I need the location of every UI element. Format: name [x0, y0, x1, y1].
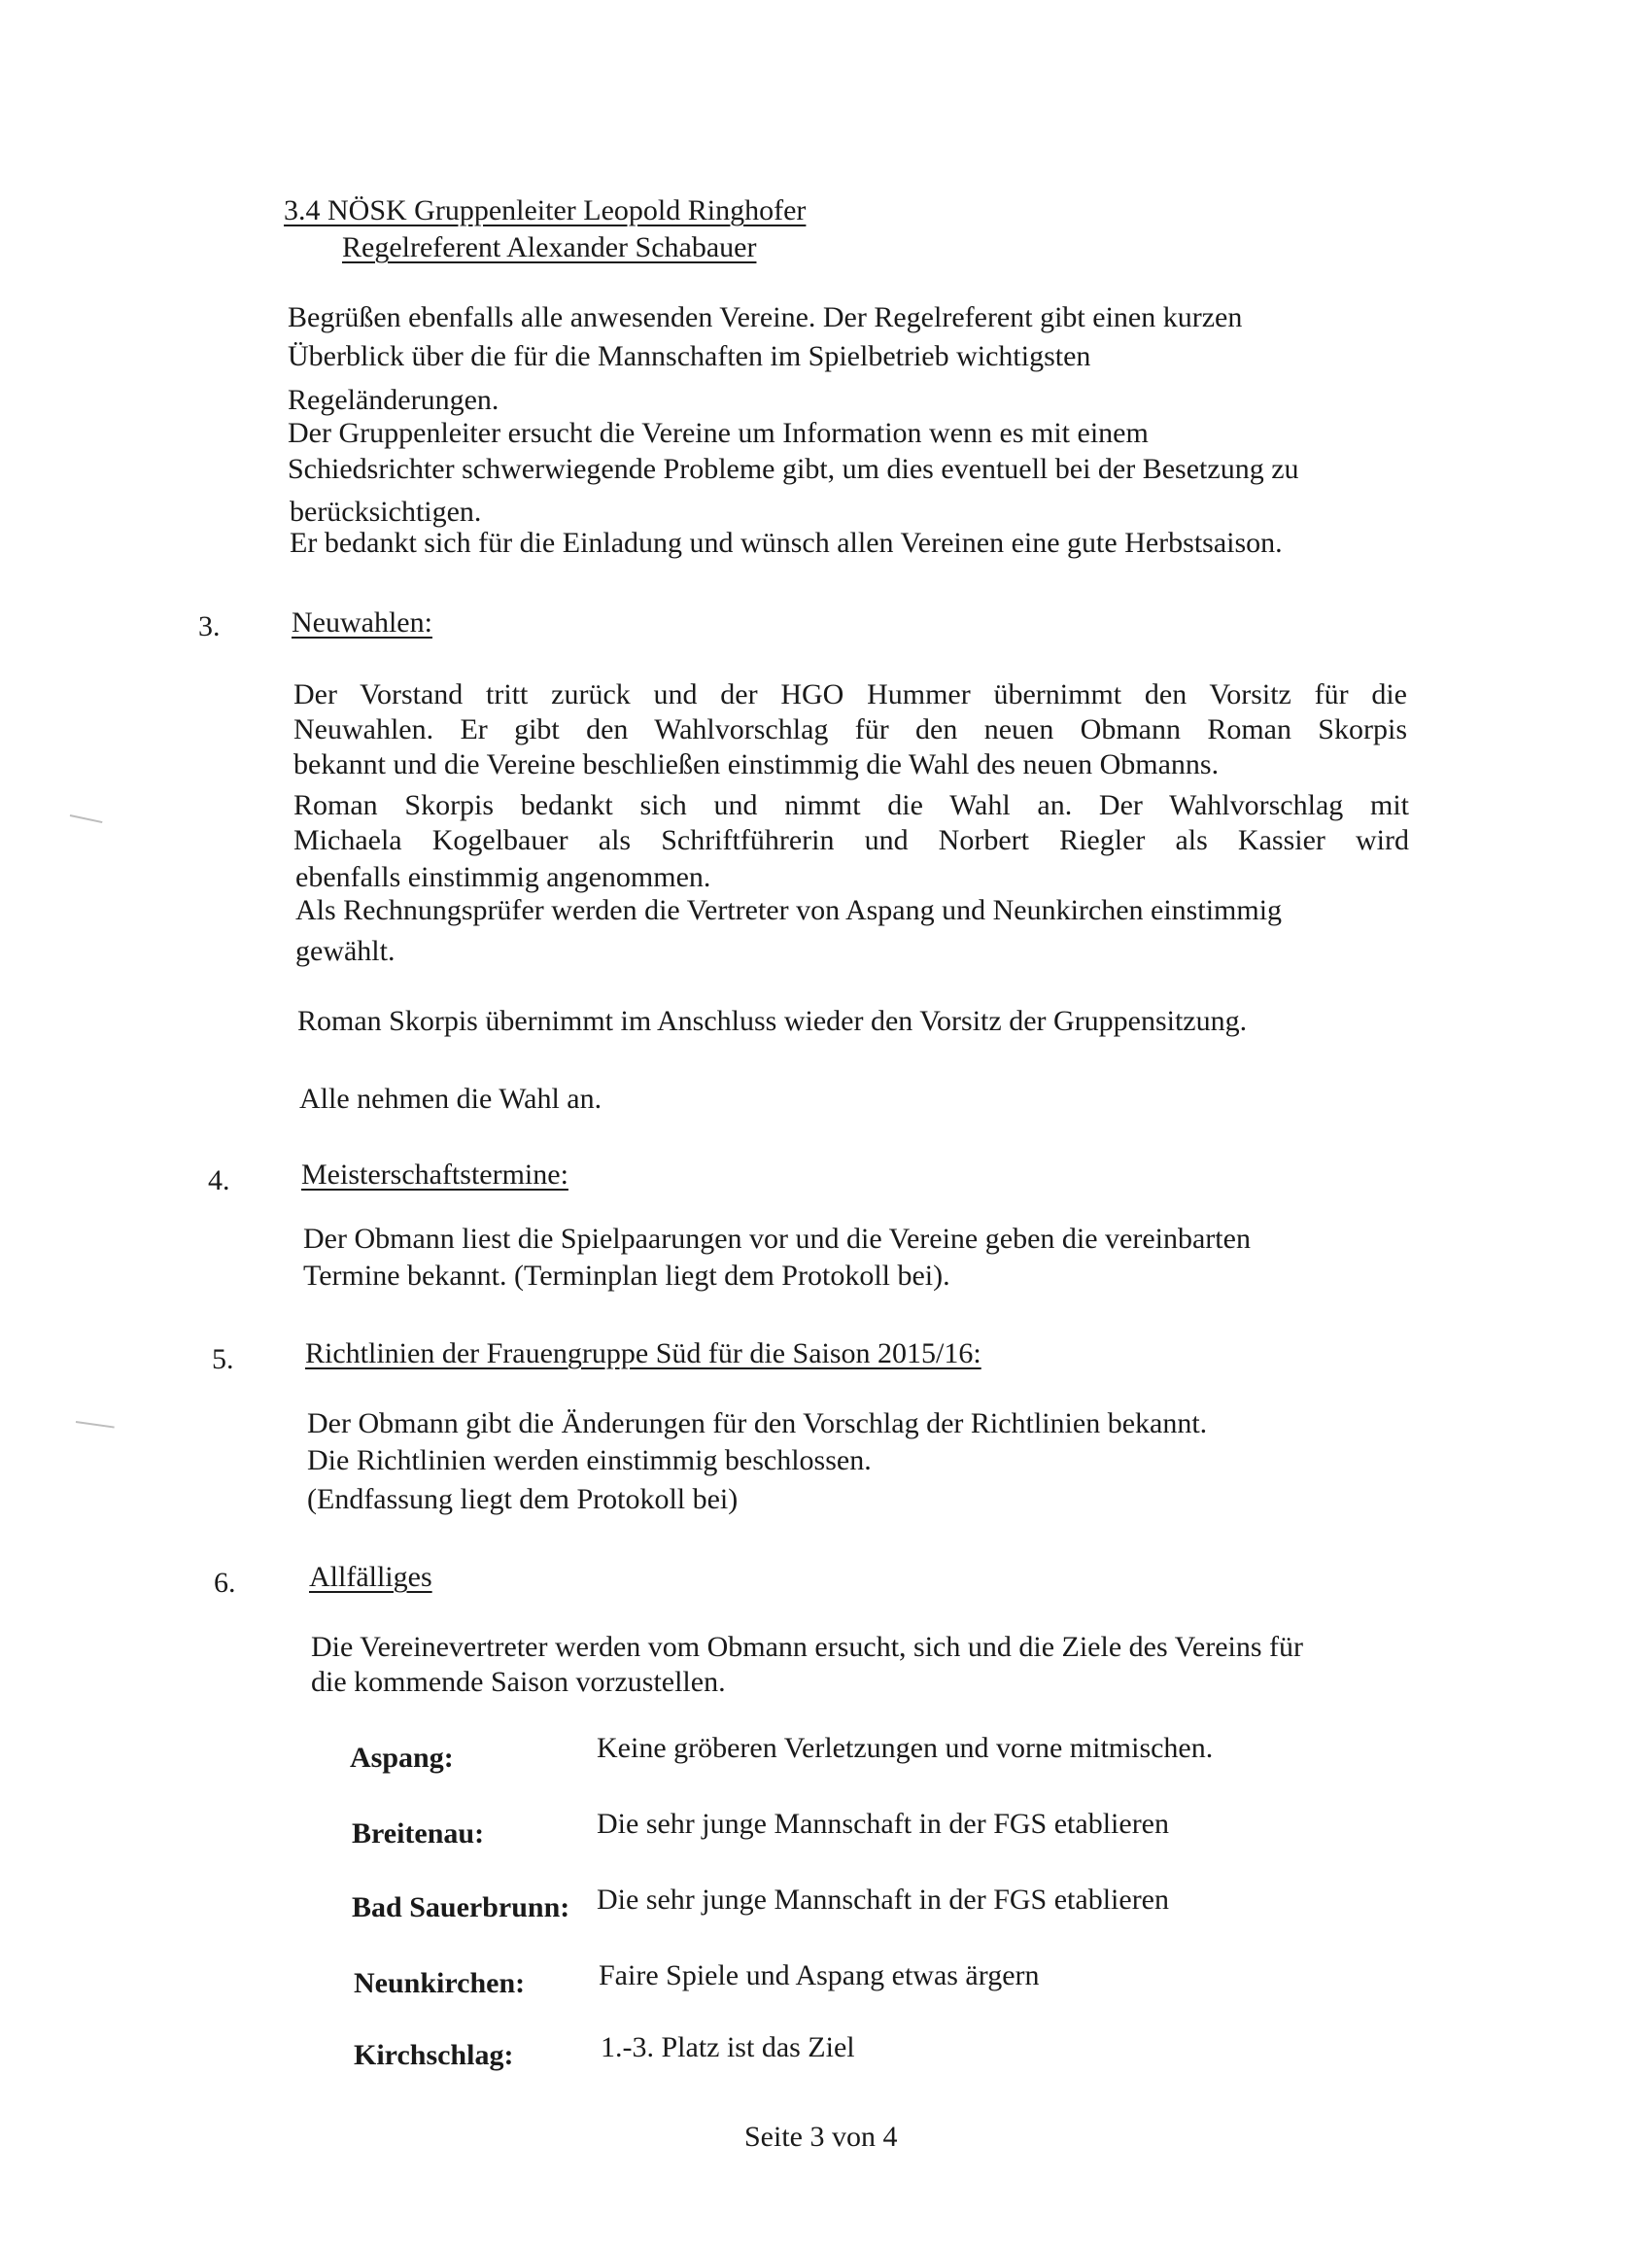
- club-name: Kirchschlag:: [354, 2039, 514, 2071]
- section-3-line: Als Rechnungsprüfer werden die Vertreter von Aspang und Neunkirchen einstimmig: [295, 894, 1283, 926]
- section-3-4-line: Er bedankt sich für die Einladung und wünsch allen Vereinen eine gute Herbstsaison.: [290, 527, 1283, 559]
- section-3-line: Neuwahlen. Er gibt den Wahlvorschlag für den neuen Obmann Roman Skorpis: [293, 713, 1407, 745]
- section-3-4-line: Überblick über die für die Mannschaften im Spielbetrieb wichtigsten: [288, 340, 1091, 372]
- section-3-4-line: Begrüßen ebenfalls alle anwesenden Vereine. Der Regelreferent gibt einen kurzen: [288, 301, 1243, 333]
- section-3-line: Michaela Kogelbauer als Schriftführerin und Norbert Riegler als Kassier wird: [293, 824, 1409, 856]
- page-number: Seite 3 von 4: [744, 2121, 898, 2153]
- section-3-4-line: Regeländerungen.: [288, 384, 499, 416]
- club-name: Aspang:: [350, 1742, 454, 1774]
- section-5-line: Der Obmann gibt die Änderungen für den Vorschlag der Richtlinien bekannt.: [307, 1407, 1208, 1439]
- section-5-number: 5.: [212, 1343, 234, 1375]
- club-goal: Die sehr junge Mannschaft in der FGS etablieren: [597, 1808, 1169, 1840]
- club-goal: Die sehr junge Mannschaft in der FGS etablieren: [597, 1884, 1169, 1916]
- section-3-line: bekannt und die Vereine beschließen einstimmig die Wahl des neuen Obmanns.: [293, 748, 1220, 780]
- section-4-line: Termine bekannt. (Terminplan liegt dem Protokoll bei).: [303, 1260, 950, 1292]
- section-4-number: 4.: [208, 1164, 230, 1196]
- section-3-4-heading-line2: Regelreferent Alexander Schabauer: [342, 231, 757, 263]
- section-3-4-line: Schiedsrichter schwerwiegende Probleme gibt, um dies eventuell bei der Besetzung zu: [288, 453, 1299, 485]
- club-goal: Faire Spiele und Aspang etwas ärgern: [599, 1959, 1040, 1991]
- section-3-number: 3.: [198, 610, 221, 642]
- club-name: Breitenau:: [352, 1817, 485, 1850]
- section-6-number: 6.: [214, 1567, 236, 1599]
- section-3-paragraph2: Roman Skorpis übernimmt im Anschluss wieder den Vorsitz der Gruppensitzung.: [297, 1005, 1248, 1037]
- club-goal: 1.-3. Platz ist das Ziel: [601, 2031, 855, 2063]
- scan-mark: [76, 1421, 115, 1429]
- section-3-line: gewählt.: [295, 935, 396, 967]
- club-goal: Keine gröberen Verletzungen und vorne mitmischen.: [597, 1732, 1214, 1764]
- scan-mark: [70, 814, 103, 823]
- section-5-title: Richtlinien der Frauengruppe Süd für die Saison 2015/16:: [305, 1337, 981, 1369]
- section-3-4-line: Der Gruppenleiter ersucht die Vereine um Information wenn es mit einem: [288, 417, 1149, 449]
- section-3-line: ebenfalls einstimmig angenommen.: [295, 861, 711, 893]
- section-3-title: Neuwahlen:: [292, 606, 432, 639]
- section-4-line: Der Obmann liest die Spielpaarungen vor und die Vereine geben die vereinbarten: [303, 1223, 1251, 1255]
- section-3-paragraph3: Alle nehmen die Wahl an.: [299, 1083, 602, 1115]
- section-3-line: Der Vorstand tritt zurück und der HGO Hummer übernimmt den Vorsitz für die: [293, 678, 1407, 710]
- section-3-4-heading-line1: 3.4 NÖSK Gruppenleiter Leopold Ringhofer: [284, 194, 807, 226]
- section-5-line: Die Richtlinien werden einstimmig beschlossen.: [307, 1444, 872, 1476]
- club-name: Neunkirchen:: [354, 1967, 526, 1999]
- club-name: Bad Sauerbrunn:: [352, 1891, 570, 1923]
- section-4-title: Meisterschaftstermine:: [301, 1159, 568, 1191]
- section-6-line: die kommende Saison vorzustellen.: [311, 1666, 726, 1698]
- section-3-line: Roman Skorpis bedankt sich und nimmt die Wahl an. Der Wahlvorschlag mit: [293, 789, 1409, 821]
- section-6-title: Allfälliges: [309, 1561, 432, 1593]
- section-3-4-line: berücksichtigen.: [290, 496, 482, 528]
- section-6-line: Die Vereinevertreter werden vom Obmann ersucht, sich und die Ziele des Vereins für: [311, 1631, 1304, 1663]
- section-5-line: (Endfassung liegt dem Protokoll bei): [307, 1483, 739, 1515]
